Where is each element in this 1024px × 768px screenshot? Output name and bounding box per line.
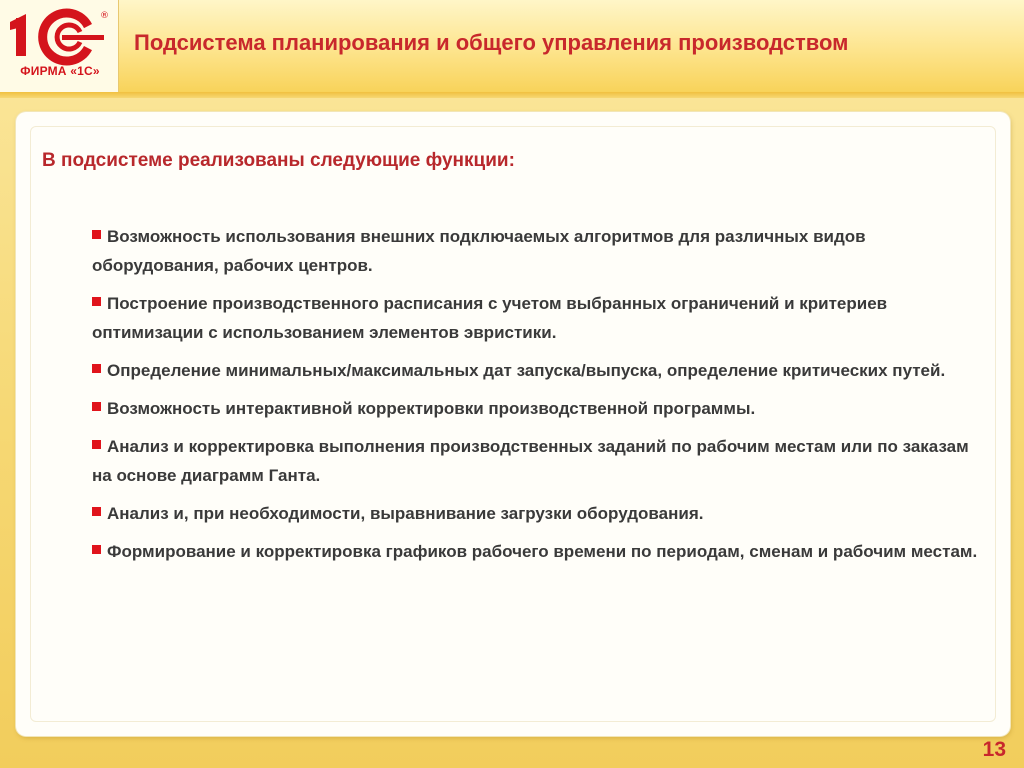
square-bullet-icon: [92, 440, 101, 449]
list-item: [92, 432, 992, 490]
square-bullet-icon: [92, 364, 101, 373]
logo-caption: ФИРМА «1С»: [20, 64, 100, 78]
list-item: [92, 537, 992, 566]
square-bullet-icon: [92, 402, 101, 411]
square-bullet-icon: [92, 230, 101, 239]
list-item: [92, 222, 992, 280]
list-item-text: Определение минимальных/максимальных дат запуска/выпуска, определение критических путей.: [107, 361, 946, 380]
square-bullet-icon: [92, 545, 101, 554]
list-item-text: Построение производственного расписания с учетом выбранных ограничений и критериев оптимизации с использованием элементов эвристики.: [92, 294, 888, 342]
square-bullet-icon: [92, 297, 101, 306]
intro-heading: В подсистеме реализованы следующие функции:: [42, 150, 515, 171]
list-item: [92, 394, 992, 423]
list-item-text: Возможность интерактивной корректировки производственной программы.: [107, 399, 756, 418]
1c-logo-icon: [10, 8, 108, 64]
page-number: 13: [982, 738, 1006, 761]
list-item-text: Формирование и корректировка графиков рабочего времени по периодам, сменам и рабочим местам.: [107, 542, 978, 561]
list-item-text: Анализ и, при необходимости, выравнивание загрузки оборудования.: [107, 504, 704, 523]
list-item-text: Возможность использования внешних подключаемых алгоритмов для различных видов оборудования, рабочих центров.: [92, 227, 866, 275]
company-logo: [0, 0, 119, 92]
list-item: [92, 499, 992, 528]
list-item: [92, 356, 992, 385]
svg-text:®: ®: [100, 11, 109, 21]
header-divider: [0, 92, 1024, 98]
function-list: [92, 222, 992, 575]
list-item-text: Анализ и корректировка выполнения производственных заданий по рабочим местам или по заказам на основе диаграмм Ганта.: [92, 437, 969, 485]
square-bullet-icon: [92, 507, 101, 516]
page-title: Подсистема планирования и общего управления производством: [134, 30, 849, 55]
list-item: [92, 289, 992, 347]
